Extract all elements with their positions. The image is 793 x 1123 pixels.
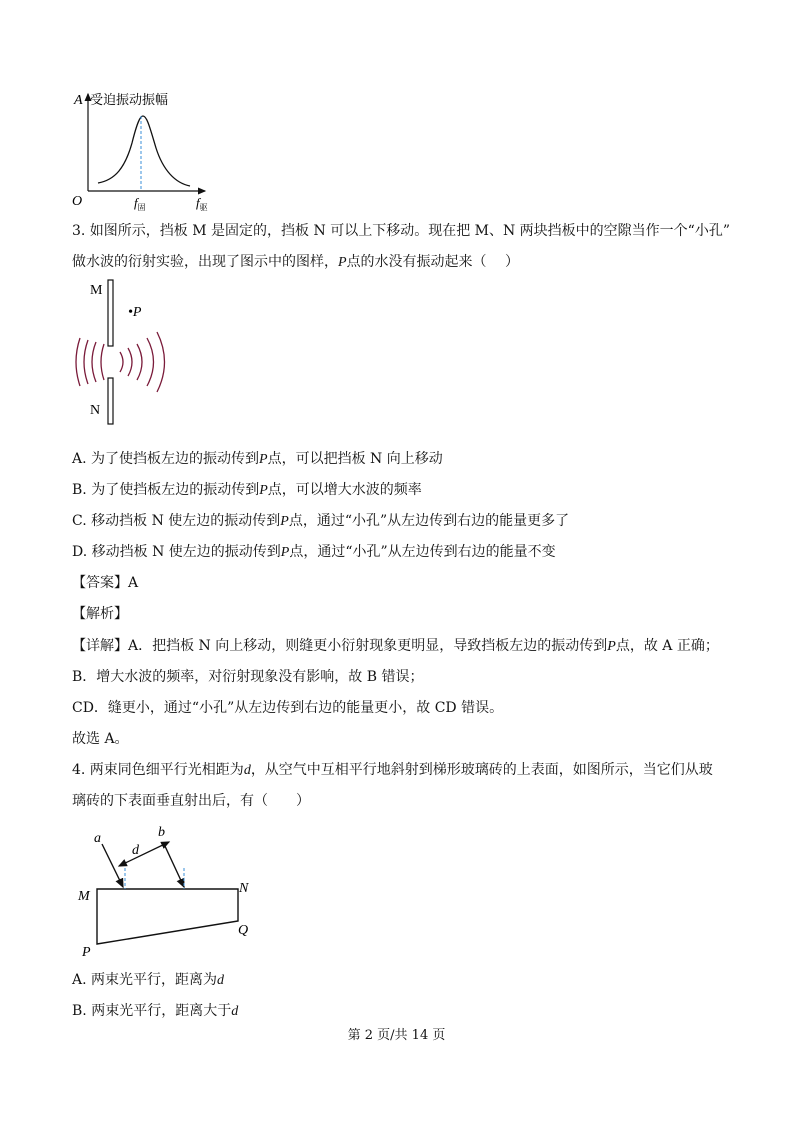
q4-option-a: A. 两束光平行，距离为d <box>72 972 225 988</box>
resonance-curve-figure <box>70 88 220 213</box>
point-p: •P <box>128 305 142 320</box>
barrier-m <box>108 280 113 346</box>
graph-title: 受迫振动振幅 <box>90 92 169 107</box>
diffraction-figure <box>70 278 180 428</box>
glass-brick-figure <box>72 818 262 960</box>
origin-label: O <box>72 194 83 209</box>
left-wavefronts <box>76 338 104 386</box>
label-b: b <box>158 825 165 840</box>
distance-arrow <box>119 842 169 866</box>
q3-detail-2: B．增大水波的频率，对衍射现象没有影响，故 B 错误； <box>72 669 424 685</box>
q3-detail-3: CD．缝更小，通过“小孔”从左边传到右边的能量更小，故 CD 错误。 <box>72 700 504 716</box>
f-natural-label: $f_固$ <box>134 195 146 212</box>
label-p: P <box>82 945 91 960</box>
label-d: d <box>132 843 139 858</box>
trapezoid-glass <box>97 889 238 944</box>
q4-stem-line1: 4. 两束同色细平行光相距为d，从空气中互相平行地斜射到梯形玻璃砖的上表面，如图所示，当它们从玻 <box>72 762 713 778</box>
q3-conclusion: 故选 A。 <box>72 731 129 747</box>
label-m: M <box>78 889 90 904</box>
right-wavefronts <box>120 332 165 392</box>
ray-b <box>164 844 184 887</box>
q3-analysis-heading: 【解析】 <box>72 606 128 622</box>
label-m: M <box>90 283 103 298</box>
q3-stem-line2: 做水波的衍射实验，出现了图示中的图样，P点的水没有振动起来（ ） <box>72 254 520 270</box>
q3-option-a: A. 为了使挡板左边的振动传到P点，可以把挡板 N 向上移动 <box>72 451 443 467</box>
f-drive-label: $f_驱$ <box>196 195 208 212</box>
q3-detail-1: 【详解】A．把挡板 N 向上移动，则缝更小衍射现象更明显，导致挡板左边的振动传到P点，故 A 正确； <box>72 638 719 654</box>
label-n: N <box>90 403 101 418</box>
q3-option-d: D. 移动挡板 N 使左边的振动传到P点，通过“小孔”从左边传到右边的能量不变 <box>72 544 556 560</box>
q3-answer: 【答案】A <box>72 575 139 591</box>
q3-stem-line1: 3. 如图所示，挡板 M 是固定的，挡板 N 可以上下移动。现在把 M、N 两块挡板中的空隙当作一个“小孔” <box>72 223 730 239</box>
resonance-curve <box>98 116 190 186</box>
q4-option-b: B. 两束光平行，距离大于d <box>72 1003 239 1019</box>
y-axis-label: A <box>74 93 83 108</box>
q4-stem-line2: 璃砖的下表面垂直射出后，有（ ） <box>72 793 310 809</box>
label-n: N <box>239 881 249 896</box>
q3-option-c: C. 移动挡板 N 使左边的振动传到P点，通过“小孔”从左边传到右边的能量更多了 <box>72 513 570 529</box>
page-footer: 第 2 页/共 14 页 <box>347 1028 446 1043</box>
barrier-n <box>108 378 113 424</box>
label-q: Q <box>238 923 249 938</box>
q3-option-b: B. 为了使挡板左边的振动传到P点，可以增大水波的频率 <box>72 482 422 498</box>
label-a: a <box>94 831 101 846</box>
